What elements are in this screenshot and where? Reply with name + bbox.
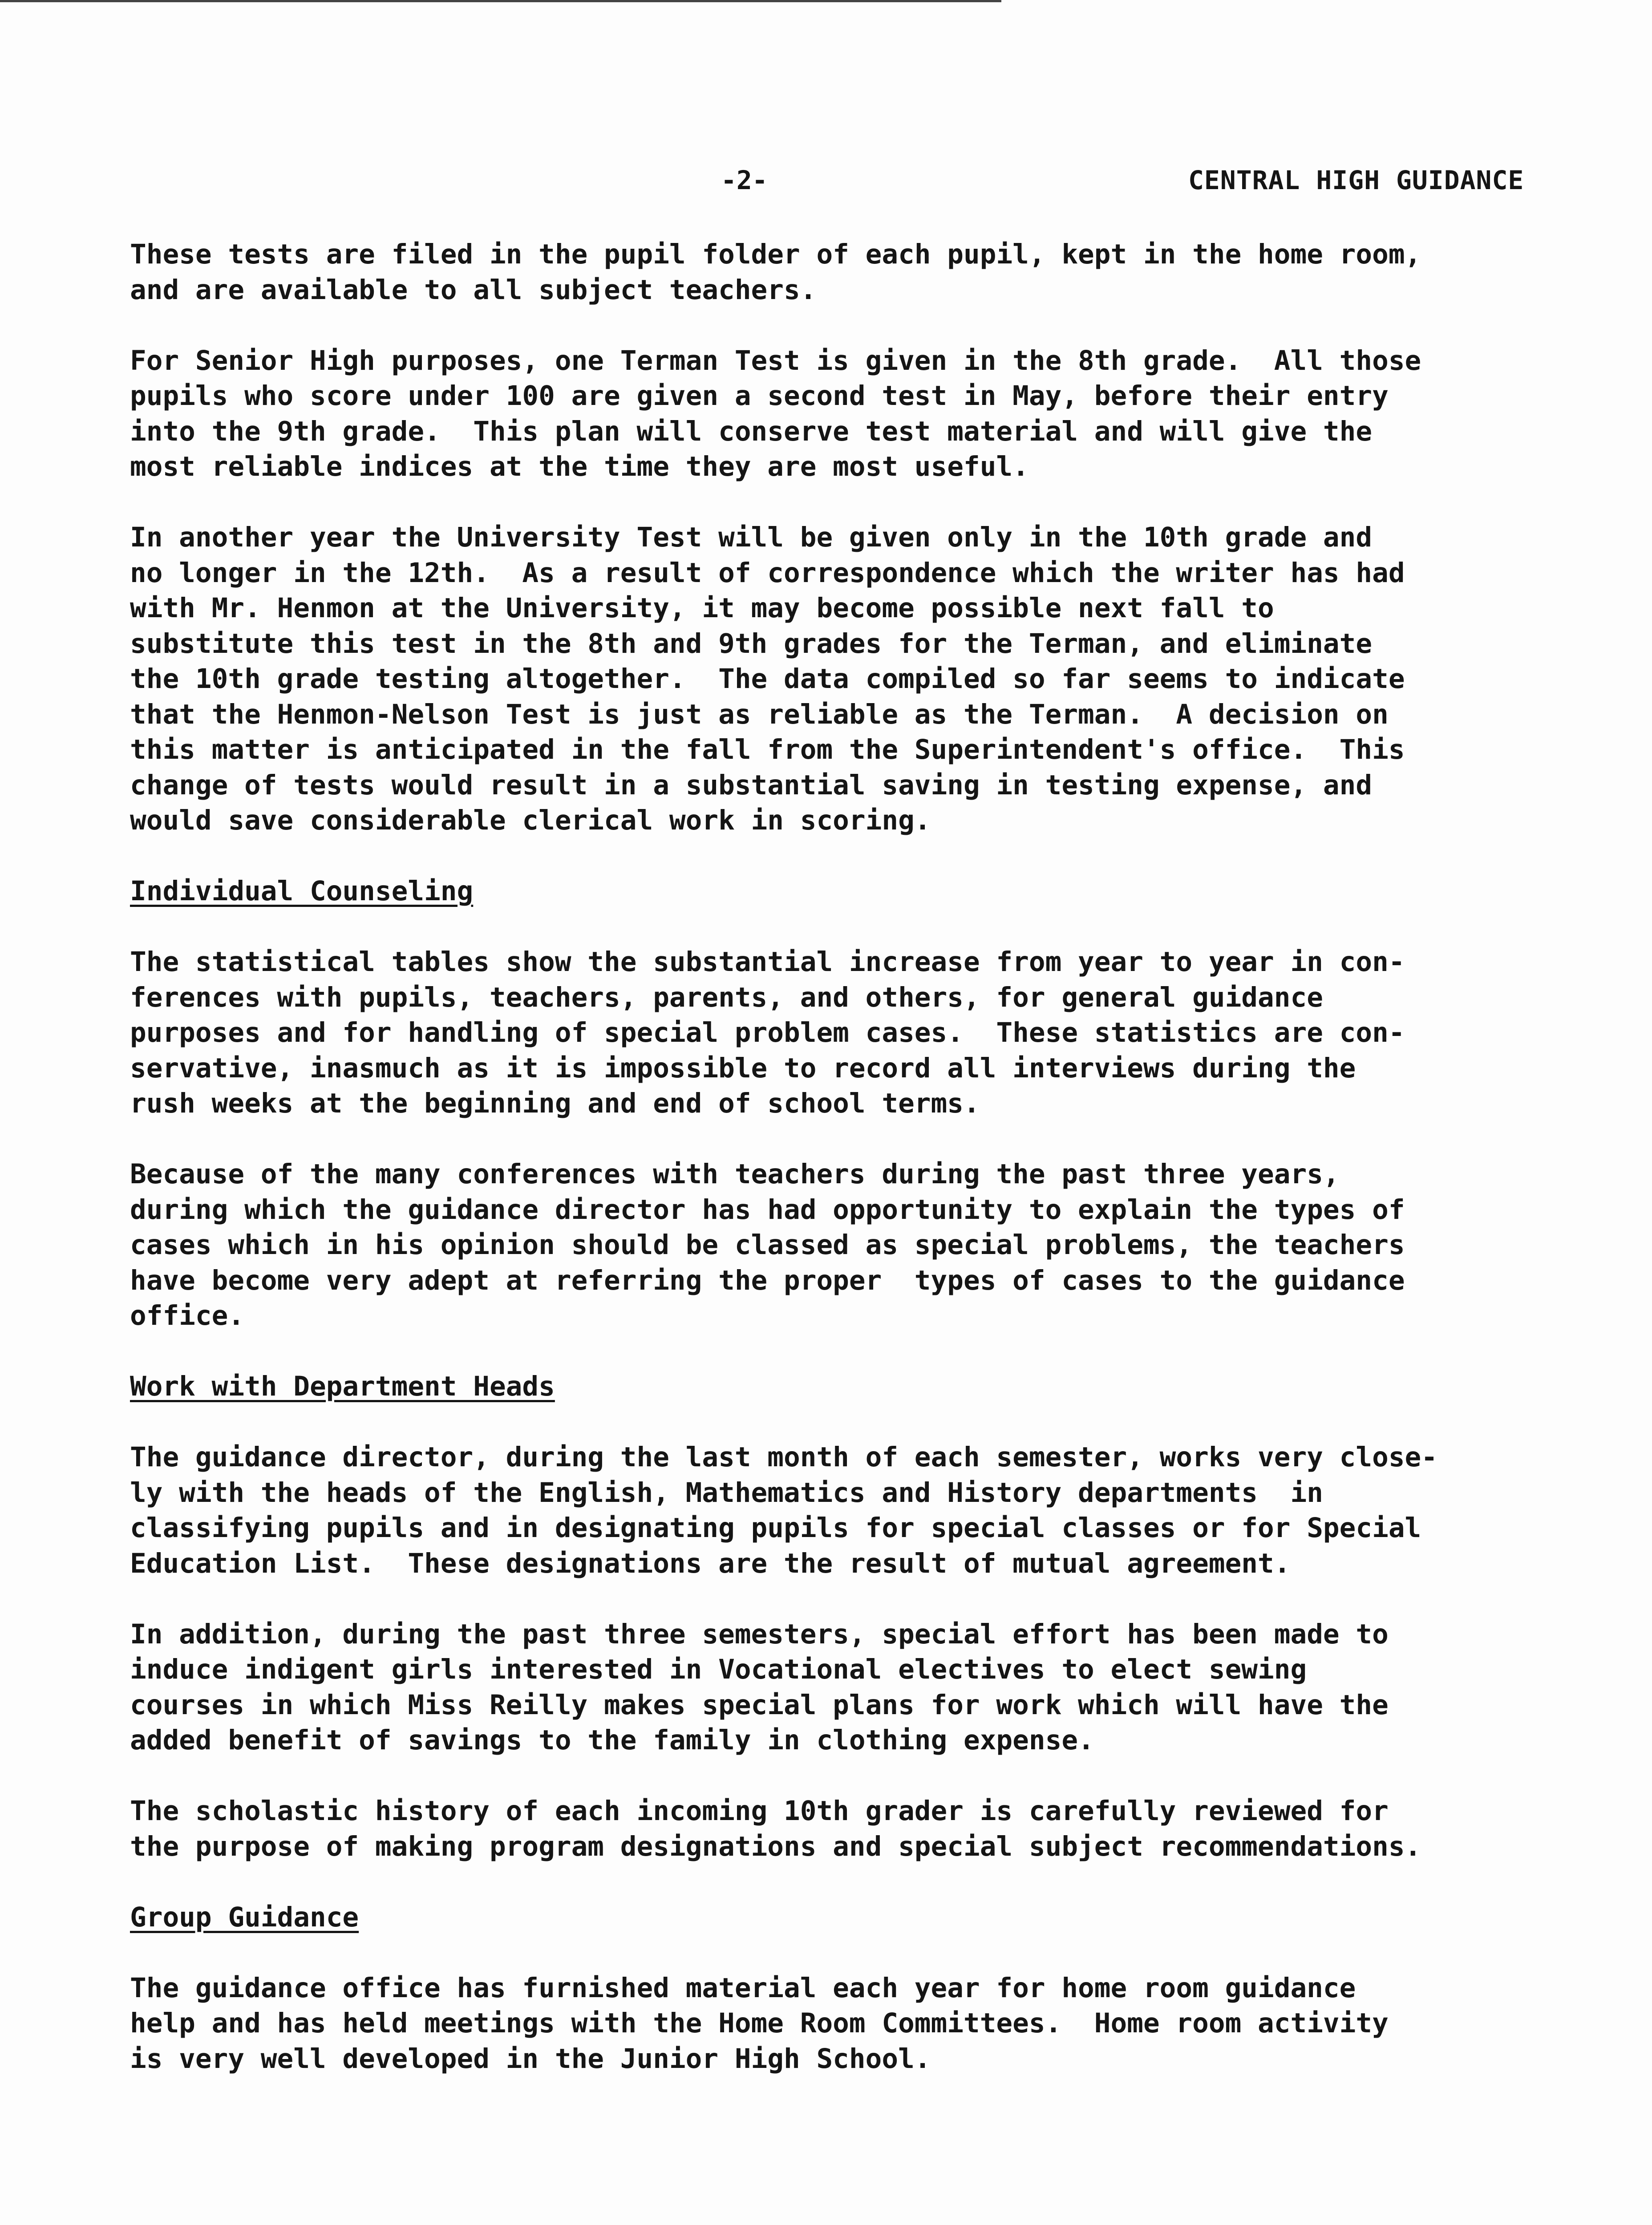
text-line: Because of the many conferences with teachers during the past three years, xyxy=(130,1158,1340,1190)
text-line: These tests are filed in the pupil folder of each pupil, kept in the home room, xyxy=(130,239,1421,270)
top-edge-rule xyxy=(0,0,1001,2)
text-line: The guidance director, during the last month of each semester, works very close- xyxy=(130,1441,1438,1473)
document-body xyxy=(130,237,1554,2076)
paragraph-senior-high-testing xyxy=(130,343,1554,485)
paragraph-guidance-director xyxy=(130,1440,1554,1581)
text-line: rush weeks at the beginning and end of school terms. xyxy=(130,1088,980,1119)
text-line: For Senior High purposes, one Terman Test is given in the 8th grade. All those xyxy=(130,344,1421,376)
text-line: cases which in his opinion should be classed as special problems, the teachers xyxy=(130,1229,1405,1261)
running-title: CENTRAL HIGH GUIDANCE xyxy=(1188,165,1524,195)
text-line: that the Henmon-Nelson Test is just as reliable as the Terman. A decision on xyxy=(130,698,1389,730)
text-line: with Mr. Henmon at the University, it may become possible next fall to xyxy=(130,592,1274,624)
text-line: most reliable indices at the time they are most useful. xyxy=(130,451,1029,482)
text-line: pupils who score under 100 are given a second test in May, before their entry xyxy=(130,380,1389,412)
paragraph-teacher-conferences xyxy=(130,1157,1554,1334)
paragraph-sewing-courses xyxy=(130,1617,1554,1758)
section-heading-department-heads: Work with Department Heads xyxy=(130,1371,555,1402)
text-line: induce indigent girls interested in Vocational electives to elect sewing xyxy=(130,1654,1307,1685)
paragraph-university-test xyxy=(130,520,1554,838)
paragraph-home-room xyxy=(130,1970,1554,2077)
text-line: is very well developed in the Junior High School. xyxy=(130,2043,931,2075)
text-line: The statistical tables show the substantial increase from year to year in con- xyxy=(130,946,1405,978)
text-line: ly with the heads of the English, Mathematics and History departments in xyxy=(130,1477,1323,1509)
text-line: office. xyxy=(130,1300,245,1331)
text-line: into the 9th grade. This plan will conserve test material and will give the xyxy=(130,415,1373,447)
paragraph-statistical-tables xyxy=(130,944,1554,1121)
text-line: In another year the University Test will be given only in the 10th grade and xyxy=(130,522,1373,553)
text-line: added benefit of savings to the family in clothing expense. xyxy=(130,1724,1094,1756)
text-line: classifying pupils and in designating pupils for special classes or for Special xyxy=(130,1512,1421,1544)
text-line: The guidance office has furnished material each year for home room guidance xyxy=(130,1972,1356,2004)
text-line: this matter is anticipated in the fall from the Superintendent's office. This xyxy=(130,734,1405,765)
page-number: -2- xyxy=(721,165,768,195)
paragraph-scholastic-history xyxy=(130,1793,1554,1864)
text-line: substitute this test in the 8th and 9th grades for the Terman, and eliminate xyxy=(130,627,1373,659)
text-line: ferences with pupils, teachers, parents, and others, for general guidance xyxy=(130,981,1323,1013)
text-line: purposes and for handling of special problem cases. These statistics are con- xyxy=(130,1017,1405,1048)
section-heading-group-guidance: Group Guidance xyxy=(130,1901,359,1933)
text-line: during which the guidance director has had opportunity to explain the types of xyxy=(130,1193,1405,1226)
text-line: no longer in the 12th. As a result of correspondence which the writer has had xyxy=(130,557,1405,589)
text-line: The scholastic history of each incoming 10th grader is carefully reviewed for xyxy=(130,1795,1389,1827)
text-line: In addition, during the past three semesters, special effort has been made to xyxy=(130,1618,1389,1650)
text-line: change of tests would result in a substantial saving in testing expense, and xyxy=(130,769,1373,801)
text-line: courses in which Miss Reilly makes special plans for work which will have the xyxy=(130,1689,1389,1721)
section-heading-individual-counseling: Individual Counseling xyxy=(130,875,474,907)
text-line: and are available to all subject teachers. xyxy=(130,274,817,306)
text-line: servative, inasmuch as it is impossible to record all interviews during the xyxy=(130,1052,1356,1084)
text-line: the 10th grade testing altogether. The data compiled so far seems to indicate xyxy=(130,663,1405,695)
text-line: Education List. These designations are the result of mutual agreement. xyxy=(130,1547,1291,1579)
text-line: have become very adept at referring the proper types of cases to the guidance xyxy=(130,1264,1405,1296)
text-line: the purpose of making program designations and special subject recommendations. xyxy=(130,1830,1421,1862)
paragraph-test-folders xyxy=(130,237,1554,307)
text-line: would save considerable clerical work in scoring. xyxy=(130,805,931,836)
text-line: help and has held meetings with the Home Room Committees. Home room activity xyxy=(130,2007,1389,2039)
